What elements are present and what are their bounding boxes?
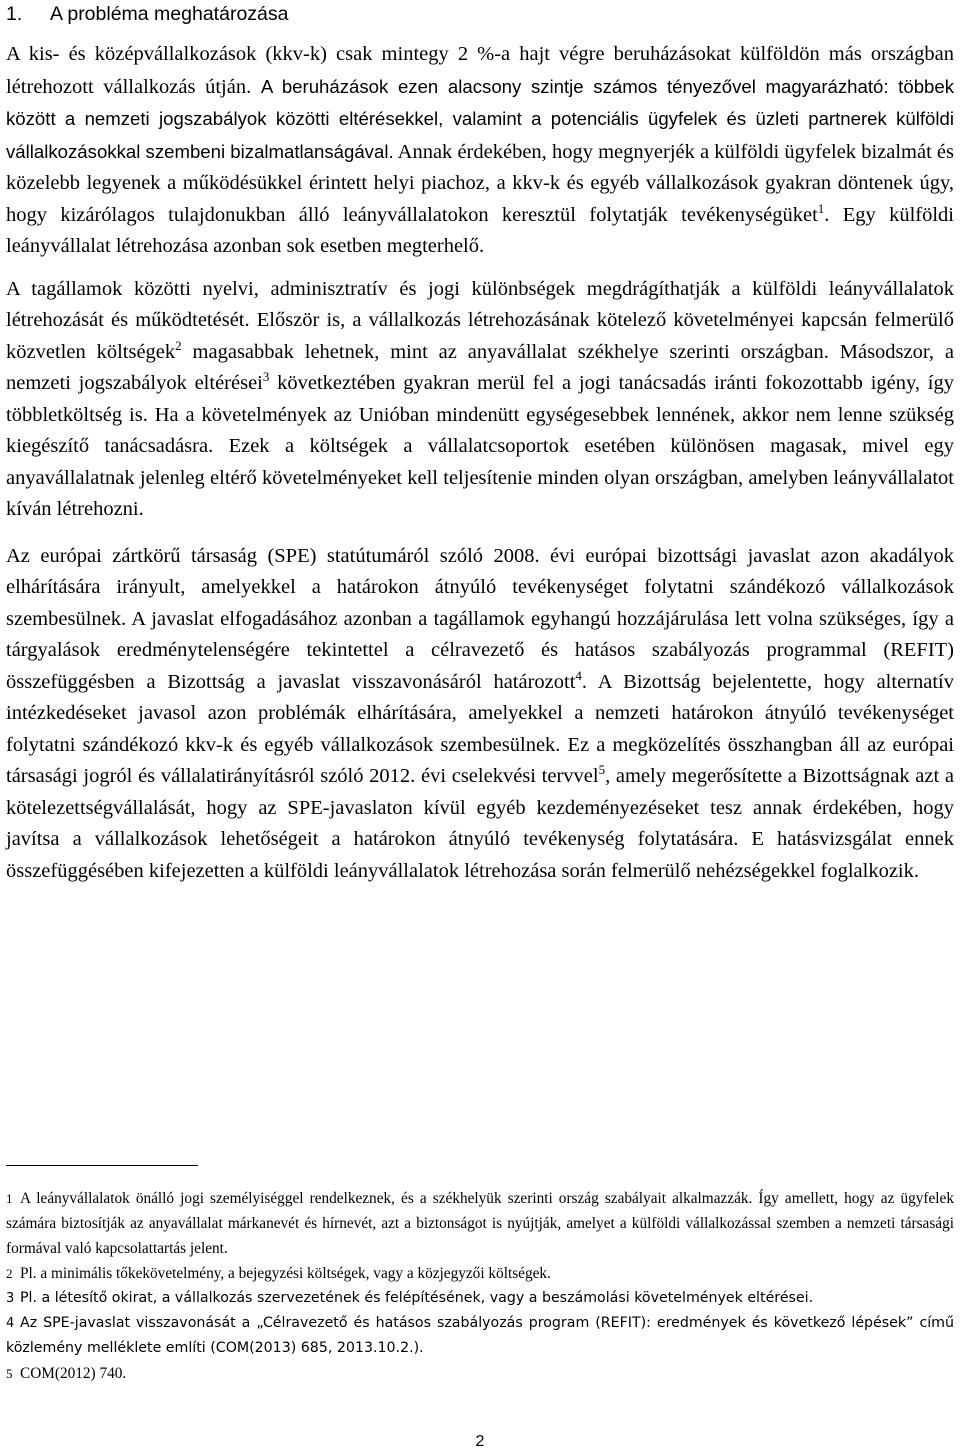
- paragraph-2-part-a: A tagállamok közötti nyelvi, adminisztratív és jogi különbségek megdrágíthatják a külföldi leányvállalatok létrehozását és működtetését. Először is, a vállalkozás létrehozásának kötelező követelményei kapcsán felmerülő közvetlen költségek: [6, 277, 954, 363]
- footnote-1: [6, 1186, 954, 1261]
- footnote-ref-4[interactable]: 4: [575, 667, 582, 683]
- paragraph-1-sentence-3: Annak érdekében, hogy megnyerjék a külföldi ügyfelek bizalmát és közelebb legyenek a működésükkel érintett helyi piachoz, a kkv-k és egyéb vállalkozások gyakran döntenek úgy, hogy kizárólagos tulajdonukban álló leányvállalatokon keresztül folytatják tevékenységüket: [6, 140, 955, 226]
- footnote-4-mark: 4: [6, 1316, 15, 1331]
- document-page: [6, 0, 954, 1456]
- footnote-separator: [6, 1165, 198, 1166]
- footnotes: [6, 1186, 954, 1386]
- footnote-ref-5[interactable]: 5: [598, 761, 606, 777]
- paragraph-2-part-c: következtében gyakran merül fel a jogi tanácsadás iránti fokozottabb igény, így többletköltség is. Ha a követelmények az Unióban mindenütt egységesebbek lennének, akkor nem lenne szükség kiegészítő tanácsadásra. Ezek a költségek a vállalatcsoportok esetében különösen magasak, mivel egy anyavállalatnak jelenleg eltérő követelményeket kell teljesítenie minden olyan országban, amelyben leányvállalatot kíván létrehozni.: [6, 372, 954, 520]
- paragraph-3: [6, 541, 954, 888]
- footnote-3: [6, 1286, 954, 1311]
- section-title: A probléma meghatározása: [50, 3, 289, 25]
- section-number: 1.: [6, 3, 23, 25]
- footnote-1-mark: 1: [6, 1191, 13, 1206]
- footnote-4: [6, 1311, 954, 1361]
- footnote-3-text: Pl. a létesítő okirat, a vállalkozás szervezetének és felépítésének, vagy a beszámolási követelmények eltérései.: [20, 1290, 814, 1306]
- footnote-1-text: A leányvállalatok önálló jogi személyiséggel rendelkeznek, és a székhelyük szerinti ország szabályait alkalmazzák. Így amellett, hogy az ügyfelek számára biztosítják az anyavállalat márkanevét és hírnevét, azt a biztonságot is nyújtják, amelyet a külföldi vállalkozással szemben a nemzeti társasági formával való kapcsolattartás jelent.: [6, 1190, 954, 1257]
- paragraph-1: [6, 39, 954, 263]
- footnote-ref-1[interactable]: 1: [817, 200, 825, 216]
- footnote-4-text: Az SPE-javaslat visszavonását a „Célravezető és hatásos szabályozás program (REFIT): eredmények és következő lépések” című közlemény melléklete említi (COM(2013) 685, 2013.10.2.).: [6, 1315, 954, 1356]
- paragraph-1-sentence-1: A kis- és középvállalkozások (kkv-k) csak mintegy 2 %-a hajt végre beruházásokat külföldön más országban létrehozott vállalkozás útján.: [6, 43, 954, 98]
- paragraph-3-part-a: Az európai zártkörű társaság (SPE) statútumáról szóló 2008. évi európai bizottsági javaslat azon akadályok elhárítására irányult, amelyekkel a határokon átnyúló tevékenységet folytatni szándékozó vállalkozások szembesülnek. A javaslat elfogadásához azonban a tagállamok egyhangú hozzájárulása lett volna szükséges, így a tárgyalások eredménytelenségére tekintettel a célravezető és hatásos szabályozás programmal (REFIT) összefüggésben a Bizottság a javaslat visszavonásáról határozott: [6, 544, 954, 693]
- footnote-2-text: Pl. a minimális tőkekövetelmény, a bejegyzési költségek, vagy a közjegyzői költségek.: [20, 1265, 551, 1282]
- footnote-5: [6, 1361, 954, 1386]
- footnote-5-text: COM(2012) 740.: [20, 1365, 127, 1382]
- page-number: 2: [475, 1433, 485, 1450]
- paragraph-1-sentence-4: . Egy külföldi leányvállalat létrehozása azonban sok esetben megterhelő.: [6, 203, 954, 257]
- paragraph-2-part-b: magasabbak lehetnek, mint az anyavállalat székhelye szerinti országban. Másodszor, a nemzeti jogszabályok eltérései: [6, 340, 954, 394]
- paragraph-3-part-b: . A Bizottság bejelentette, hogy alternatív intézkedéseket javasol azon problémák elhárítására, amelyekkel a nemzeti határokon átnyúló tevékenységet folytatni szándékozó kkv-k és egyéb vállalkozások szembesülnek. Ez a megközelítés összhangban áll az európai társasági jogról és vállalatirányításról szóló 2012. évi cselekvési tervvel: [6, 670, 954, 787]
- footnote-5-mark: 5: [6, 1366, 13, 1381]
- paragraph-1-sentence-2: A beruházások ezen alacsony szintje számos tényezővel magyarázható: többek között a nemzeti jogszabályok közötti eltérésekkel, valamint a potenciális ügyfelek és üzleti partnerek külföldi vállalkozásokkal szembeni bizalmatlanságával.: [6, 75, 955, 162]
- footnote-ref-2[interactable]: 2: [175, 337, 182, 353]
- section-heading: [6, 2, 954, 26]
- footnote-3-mark: 3: [6, 1291, 15, 1306]
- paragraph-2: [6, 274, 954, 526]
- footnote-ref-3[interactable]: 3: [262, 368, 270, 384]
- paragraph-3-part-c: , amely megerősítette a Bizottságnak azt a kötelezettségvállalását, hogy az SPE-javaslaton kívül egyéb kezdeményezéseket tesz annak érdekében, hogy javítsa a vállalkozások lehetőségeit a határokon átnyúló tevékenység folytatására. E hatásvizsgálat ennek összefüggésében kifejezetten a külföldi leányvállalatok létrehozása során felmerülő nehézségekkel foglalkozik.: [6, 765, 954, 882]
- footnote-2: [6, 1261, 954, 1286]
- footnote-2-mark: 2: [6, 1266, 13, 1281]
